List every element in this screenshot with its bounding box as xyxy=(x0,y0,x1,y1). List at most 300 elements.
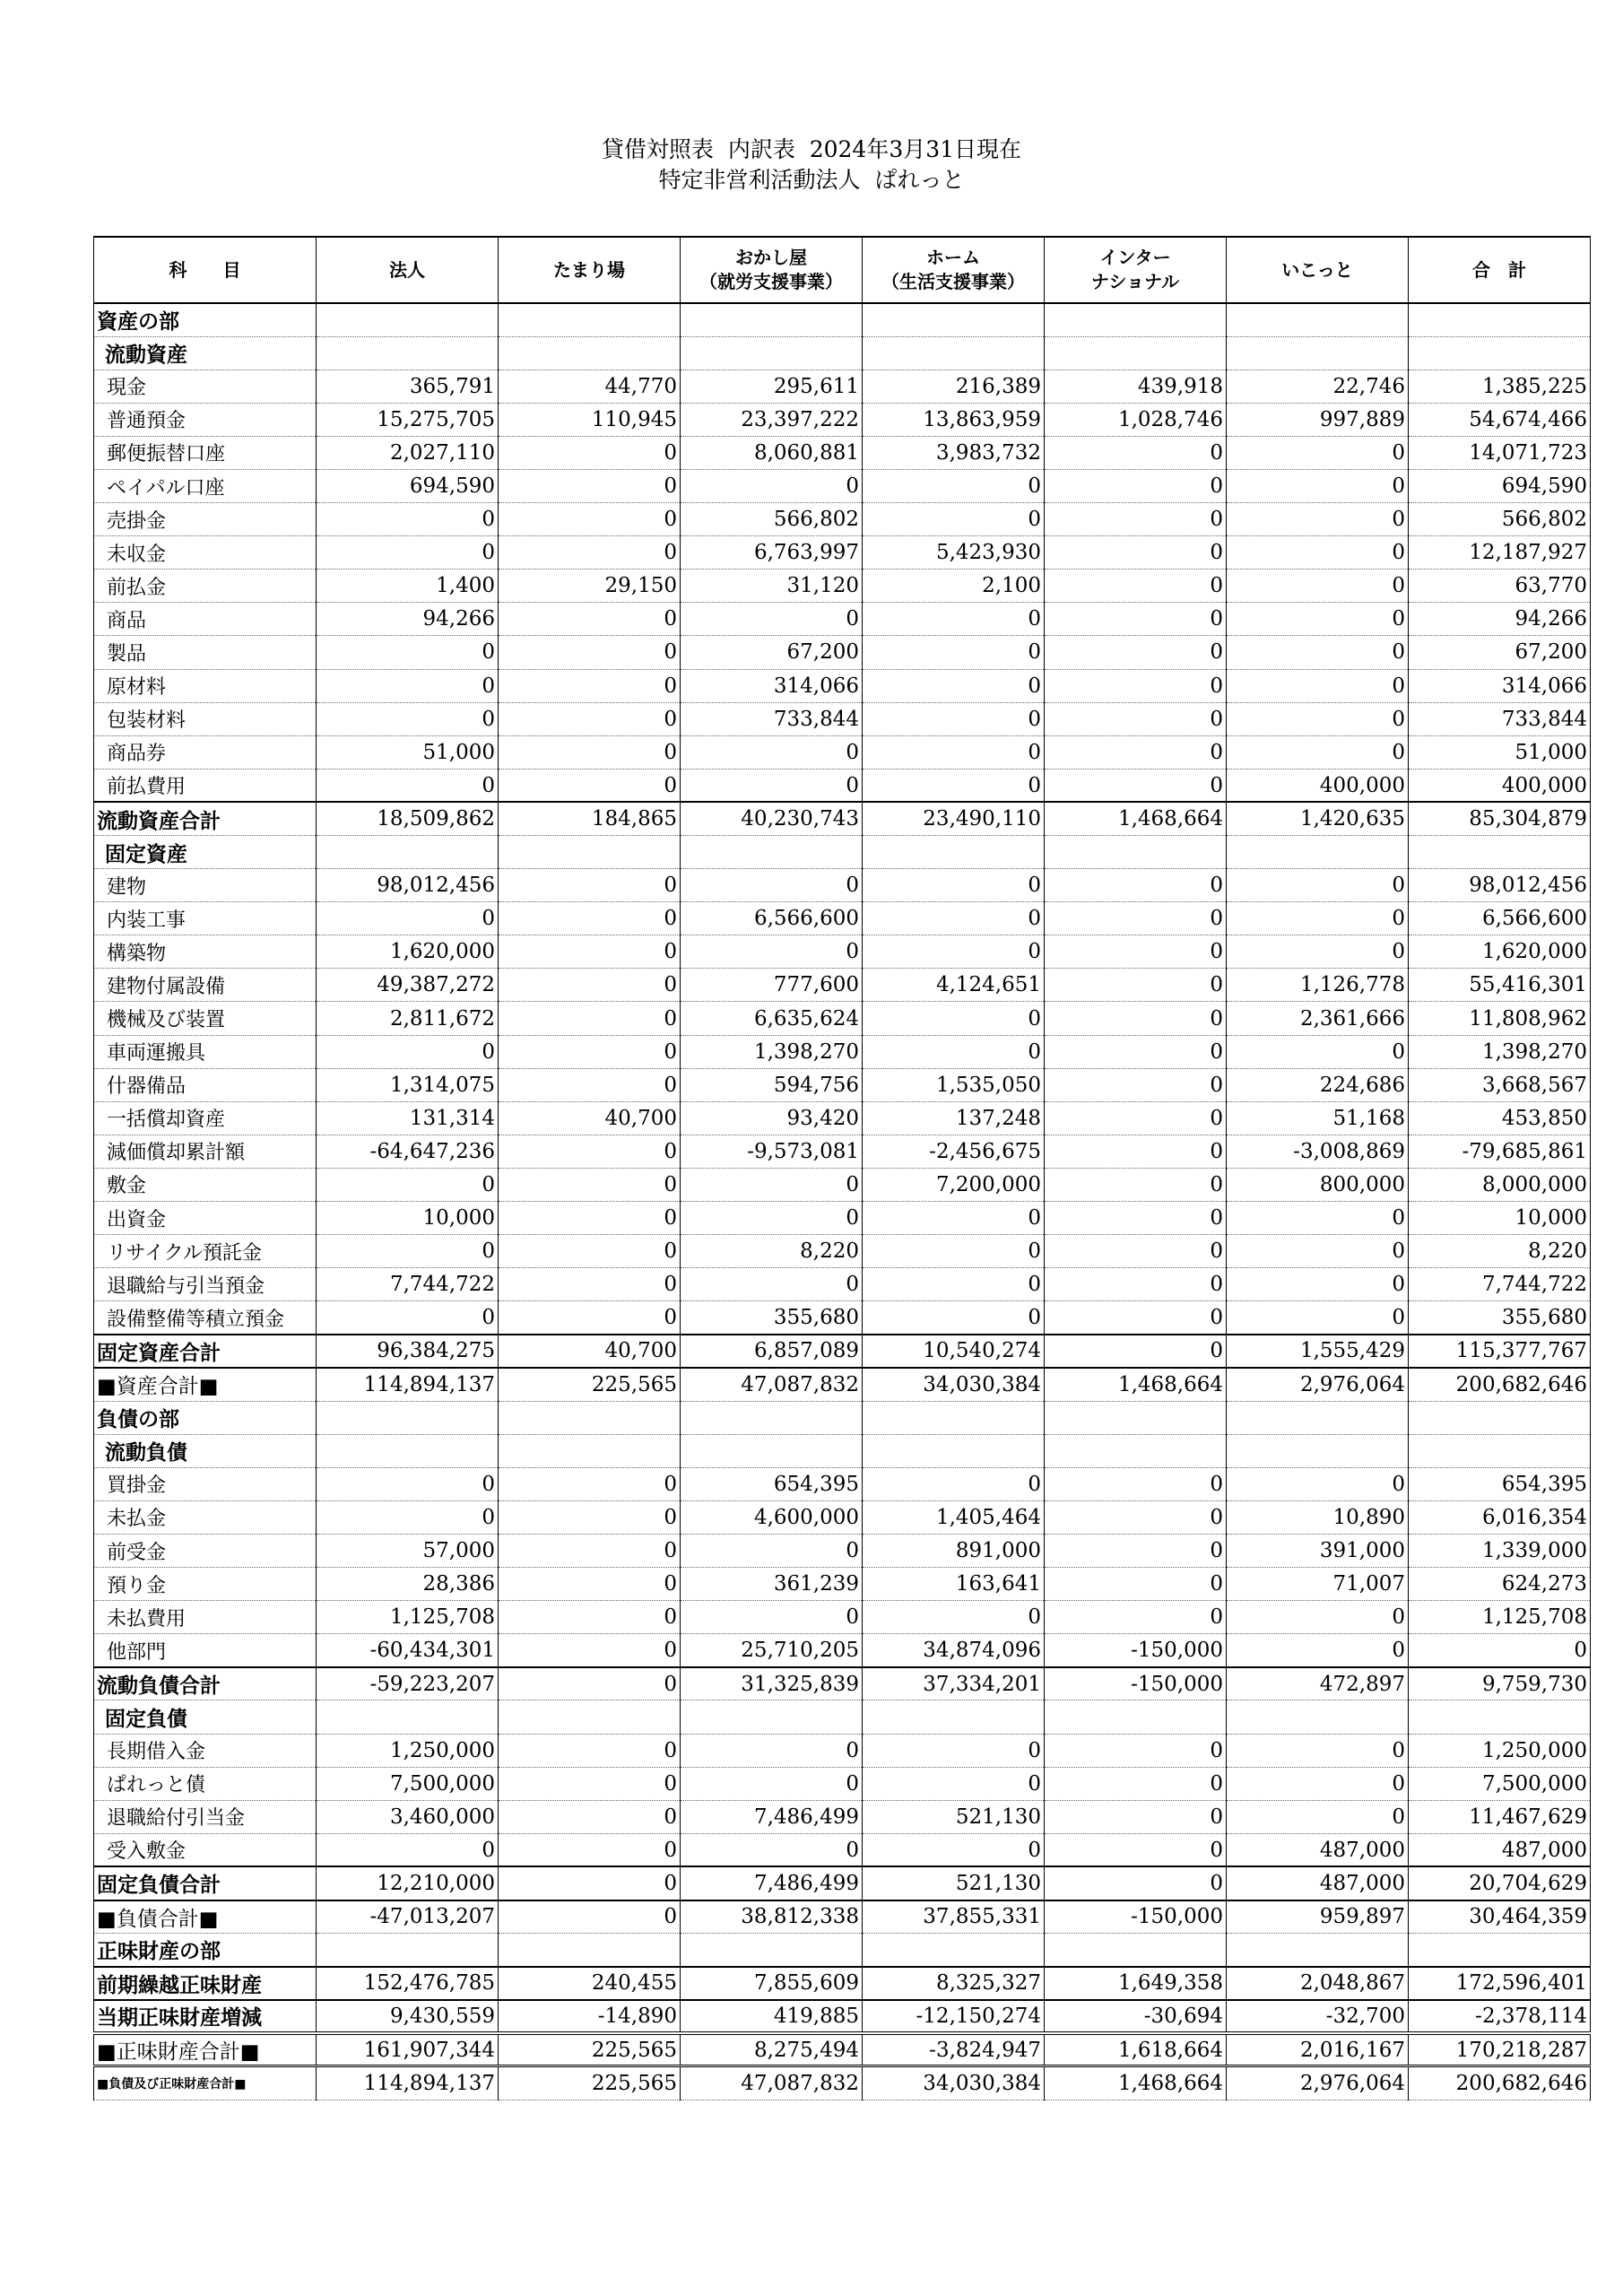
amount-cell: 0 xyxy=(499,1767,681,1800)
amount-cell xyxy=(499,1434,681,1467)
amount-cell: 1,400 xyxy=(317,570,499,603)
amount-cell xyxy=(1227,836,1409,869)
amount-cell: 0 xyxy=(1227,1601,1409,1634)
table-row xyxy=(94,469,1591,502)
account-label: 包装材料 xyxy=(94,702,317,735)
amount-cell: 0 xyxy=(863,1467,1045,1500)
table-row xyxy=(94,1401,1591,1434)
amount-cell: 0 xyxy=(499,1135,681,1168)
column-header: インター ナショナル xyxy=(1045,237,1227,303)
amount-cell: 0 xyxy=(1227,436,1409,469)
amount-cell: 0 xyxy=(1045,603,1227,636)
amount-cell: 0 xyxy=(499,436,681,469)
account-label: ■資産合計■ xyxy=(94,1368,317,1401)
amount-cell: 400,000 xyxy=(1409,769,1591,802)
amount-cell xyxy=(1227,303,1409,336)
account-label: 未払費用 xyxy=(94,1601,317,1634)
amount-cell: 7,486,499 xyxy=(681,1866,863,1900)
amount-cell: 0 xyxy=(499,1534,681,1567)
amount-cell: 0 xyxy=(863,1002,1045,1035)
amount-cell: 0 xyxy=(1227,536,1409,570)
amount-cell: 0 xyxy=(1045,1833,1227,1866)
account-label: 退職給与引当預金 xyxy=(94,1268,317,1301)
amount-cell: 7,500,000 xyxy=(317,1767,499,1800)
amount-cell xyxy=(1409,836,1591,869)
account-label: 建物 xyxy=(94,869,317,902)
amount-cell xyxy=(863,1934,1045,1967)
amount-cell: 0 xyxy=(317,1301,499,1335)
amount-cell: 453,850 xyxy=(1409,1101,1591,1135)
account-label: ペイパル口座 xyxy=(94,469,317,502)
amount-cell: 6,635,624 xyxy=(681,1002,863,1035)
account-label: 未払金 xyxy=(94,1500,317,1534)
column-header: 法人 xyxy=(317,237,499,303)
amount-cell: 521,130 xyxy=(863,1800,1045,1833)
amount-cell: 163,641 xyxy=(863,1568,1045,1601)
amount-cell: 694,590 xyxy=(1409,469,1591,502)
amount-cell: 0 xyxy=(1227,1767,1409,1800)
amount-cell xyxy=(681,836,863,869)
amount-cell: 6,763,997 xyxy=(681,536,863,570)
table-row xyxy=(94,303,1591,336)
table-row xyxy=(94,1568,1591,1601)
amount-cell: 594,756 xyxy=(681,1068,863,1101)
amount-cell: 0 xyxy=(1227,603,1409,636)
amount-cell: 0 xyxy=(863,503,1045,536)
amount-cell: 0 xyxy=(1227,1634,1409,1667)
amount-cell: 30,464,359 xyxy=(1409,1900,1591,1934)
table-row xyxy=(94,869,1591,902)
amount-cell: 0 xyxy=(499,1601,681,1634)
table-row xyxy=(94,1634,1591,1667)
amount-cell: -30,694 xyxy=(1045,2000,1227,2033)
amount-cell: 0 xyxy=(681,1734,863,1767)
amount-cell: 5,423,930 xyxy=(863,536,1045,570)
amount-cell: 0 xyxy=(499,1900,681,1934)
amount-cell: 0 xyxy=(1045,503,1227,536)
amount-cell: 0 xyxy=(681,1168,863,1201)
amount-cell: 10,000 xyxy=(317,1202,499,1235)
amount-cell: 0 xyxy=(863,1601,1045,1634)
amount-cell: 0 xyxy=(1045,1500,1227,1534)
table-header xyxy=(94,237,1591,303)
amount-cell: 0 xyxy=(499,969,681,1002)
amount-cell: 40,700 xyxy=(499,1101,681,1135)
amount-cell: 0 xyxy=(317,769,499,802)
amount-cell: 0 xyxy=(681,603,863,636)
account-label: 郵便振替口座 xyxy=(94,436,317,469)
amount-cell: 521,130 xyxy=(863,1866,1045,1900)
amount-cell: 0 xyxy=(863,935,1045,969)
amount-cell: 25,710,205 xyxy=(681,1634,863,1667)
amount-cell: 57,000 xyxy=(317,1534,499,1567)
amount-cell: 997,889 xyxy=(1227,403,1409,436)
account-label: 前受金 xyxy=(94,1534,317,1567)
amount-cell: 6,566,600 xyxy=(1409,902,1591,935)
amount-cell: -2,378,114 xyxy=(1409,2000,1591,2033)
amount-cell: 959,897 xyxy=(1227,1900,1409,1934)
amount-cell: 51,000 xyxy=(1409,735,1591,769)
amount-cell: 0 xyxy=(1227,1202,1409,1235)
amount-cell: 0 xyxy=(863,1767,1045,1800)
table-row xyxy=(94,902,1591,935)
amount-cell: 0 xyxy=(499,769,681,802)
amount-cell: 8,275,494 xyxy=(681,2033,863,2066)
amount-cell: 2,100 xyxy=(863,570,1045,603)
amount-cell: 225,565 xyxy=(499,2066,681,2100)
table-row xyxy=(94,403,1591,436)
amount-cell: 0 xyxy=(1045,1135,1227,1168)
amount-cell: 0 xyxy=(1045,436,1227,469)
amount-cell: 733,844 xyxy=(1409,702,1591,735)
amount-cell: 0 xyxy=(1045,1534,1227,1567)
amount-cell: 44,770 xyxy=(499,370,681,403)
amount-cell: 0 xyxy=(681,935,863,969)
table-body xyxy=(94,303,1591,2100)
amount-cell: 0 xyxy=(1045,935,1227,969)
account-label: 流動資産合計 xyxy=(94,802,317,835)
header-row xyxy=(94,237,1591,303)
amount-cell: 8,060,881 xyxy=(681,436,863,469)
table-row xyxy=(94,969,1591,1002)
amount-cell xyxy=(1227,1700,1409,1734)
amount-cell: 6,016,354 xyxy=(1409,1500,1591,1534)
amount-cell: 216,389 xyxy=(863,370,1045,403)
amount-cell: 0 xyxy=(1227,1734,1409,1767)
amount-cell: 2,016,167 xyxy=(1227,2033,1409,2066)
amount-cell: -150,000 xyxy=(1045,1634,1227,1667)
amount-cell: 1,250,000 xyxy=(1409,1734,1591,1767)
amount-cell: -64,647,236 xyxy=(317,1135,499,1168)
account-label: 建物付属設備 xyxy=(94,969,317,1002)
amount-cell: 0 xyxy=(863,669,1045,702)
balance-sheet-table xyxy=(93,236,1591,2100)
amount-cell xyxy=(863,336,1045,370)
account-label: 他部門 xyxy=(94,1634,317,1667)
table-row xyxy=(94,1866,1591,1900)
account-label: 車両運搬具 xyxy=(94,1035,317,1068)
amount-cell: 0 xyxy=(499,1202,681,1235)
amount-cell: 0 xyxy=(1045,570,1227,603)
amount-cell xyxy=(499,1401,681,1434)
amount-cell: 34,030,384 xyxy=(863,2066,1045,2100)
account-label: 預り金 xyxy=(94,1568,317,1601)
amount-cell: 4,600,000 xyxy=(681,1500,863,1534)
amount-cell: 0 xyxy=(499,669,681,702)
amount-cell: -59,223,207 xyxy=(317,1667,499,1700)
account-label: 前期繰越正味財産 xyxy=(94,1967,317,2000)
amount-cell: 0 xyxy=(1045,1800,1227,1833)
amount-cell: 85,304,879 xyxy=(1409,802,1591,835)
amount-cell: 114,894,137 xyxy=(317,1368,499,1401)
amount-cell: 1,620,000 xyxy=(1409,935,1591,969)
account-label: 機械及び装置 xyxy=(94,1002,317,1035)
account-label: 普通預金 xyxy=(94,403,317,436)
amount-cell: 0 xyxy=(863,1301,1045,1335)
amount-cell xyxy=(317,1401,499,1434)
amount-cell: 0 xyxy=(1045,902,1227,935)
amount-cell: -150,000 xyxy=(1045,1667,1227,1700)
amount-cell: 0 xyxy=(1045,669,1227,702)
table-row xyxy=(94,1601,1591,1634)
amount-cell xyxy=(317,1934,499,1967)
amount-cell: 0 xyxy=(1045,1601,1227,1634)
amount-cell: 1,468,664 xyxy=(1045,1368,1227,1401)
amount-cell: 10,000 xyxy=(1409,1202,1591,1235)
amount-cell: 137,248 xyxy=(863,1101,1045,1135)
amount-cell: 200,682,646 xyxy=(1409,1368,1591,1401)
account-label: ■負債及び正味財産合計■ xyxy=(94,2066,317,2100)
amount-cell: 98,012,456 xyxy=(317,869,499,902)
table-row xyxy=(94,1335,1591,1368)
amount-cell: 1,126,778 xyxy=(1227,969,1409,1002)
amount-cell: 0 xyxy=(1227,702,1409,735)
amount-cell: 295,611 xyxy=(681,370,863,403)
amount-cell: 654,395 xyxy=(681,1467,863,1500)
amount-cell: 355,680 xyxy=(1409,1301,1591,1335)
amount-cell: 93,420 xyxy=(681,1101,863,1135)
table-row xyxy=(94,769,1591,802)
amount-cell: 31,325,839 xyxy=(681,1667,863,1700)
account-label: 買掛金 xyxy=(94,1467,317,1500)
amount-cell xyxy=(317,836,499,869)
amount-cell: 0 xyxy=(1045,769,1227,802)
amount-cell: 0 xyxy=(1227,935,1409,969)
amount-cell: 0 xyxy=(317,1833,499,1866)
amount-cell: 0 xyxy=(1045,1335,1227,1368)
amount-cell xyxy=(317,1700,499,1734)
amount-cell: 224,686 xyxy=(1227,1068,1409,1101)
amount-cell: 23,397,222 xyxy=(681,403,863,436)
table-row xyxy=(94,935,1591,969)
amount-cell: 0 xyxy=(1045,1235,1227,1268)
amount-cell: 0 xyxy=(1045,1002,1227,1035)
amount-cell: 0 xyxy=(499,1002,681,1035)
amount-cell: 0 xyxy=(499,869,681,902)
account-label: 当期正味財産増減 xyxy=(94,2000,317,2033)
table-row xyxy=(94,370,1591,403)
amount-cell: 0 xyxy=(863,769,1045,802)
amount-cell: 0 xyxy=(681,1268,863,1301)
table-row xyxy=(94,1833,1591,1866)
amount-cell: 18,509,862 xyxy=(317,802,499,835)
amount-cell: 0 xyxy=(317,636,499,669)
amount-cell: 0 xyxy=(499,1634,681,1667)
amount-cell: -3,824,947 xyxy=(863,2033,1045,2066)
amount-cell: 6,566,600 xyxy=(681,902,863,935)
amount-cell: 0 xyxy=(317,1500,499,1534)
amount-cell: 361,239 xyxy=(681,1568,863,1601)
amount-cell: 152,476,785 xyxy=(317,1967,499,2000)
account-label: 固定負債 xyxy=(94,1700,317,1734)
amount-cell: 38,812,338 xyxy=(681,1900,863,1934)
amount-cell xyxy=(1409,1401,1591,1434)
amount-cell: 0 xyxy=(499,1035,681,1068)
column-header: たまり場 xyxy=(499,237,681,303)
account-label: 現金 xyxy=(94,370,317,403)
amount-cell: 51,168 xyxy=(1227,1101,1409,1135)
amount-cell: -9,573,081 xyxy=(681,1135,863,1168)
amount-cell: 0 xyxy=(1409,1634,1591,1667)
amount-cell: 3,460,000 xyxy=(317,1800,499,1833)
amount-cell: 114,894,137 xyxy=(317,2066,499,2100)
amount-cell xyxy=(499,336,681,370)
amount-cell: 161,907,344 xyxy=(317,2033,499,2066)
amount-cell: 0 xyxy=(499,735,681,769)
table-row xyxy=(94,503,1591,536)
amount-cell: 20,704,629 xyxy=(1409,1866,1591,1900)
amount-cell xyxy=(863,303,1045,336)
amount-cell: 47,087,832 xyxy=(681,1368,863,1401)
amount-cell: 0 xyxy=(499,1467,681,1500)
amount-cell xyxy=(1409,1934,1591,1967)
amount-cell xyxy=(863,1401,1045,1434)
column-header-account: 科 目 xyxy=(94,237,317,303)
amount-cell: 0 xyxy=(1227,1800,1409,1833)
amount-cell: 0 xyxy=(317,902,499,935)
amount-cell: 67,200 xyxy=(1409,636,1591,669)
amount-cell: 0 xyxy=(317,1035,499,1068)
amount-cell: 314,066 xyxy=(1409,669,1591,702)
table-row xyxy=(94,1002,1591,1035)
table-row xyxy=(94,1934,1591,1967)
amount-cell: -12,150,274 xyxy=(863,2000,1045,2033)
amount-cell: 115,377,767 xyxy=(1409,1335,1591,1368)
amount-cell xyxy=(1045,1934,1227,1967)
amount-cell xyxy=(681,1401,863,1434)
amount-cell: 2,976,064 xyxy=(1227,1368,1409,1401)
table-row xyxy=(94,1900,1591,1934)
amount-cell: 0 xyxy=(1227,570,1409,603)
amount-cell: 0 xyxy=(317,1235,499,1268)
column-header: ホーム （生活支援事業） xyxy=(863,237,1045,303)
amount-cell: 0 xyxy=(681,1534,863,1567)
amount-cell xyxy=(1409,1434,1591,1467)
table-row xyxy=(94,1035,1591,1068)
amount-cell xyxy=(1045,836,1227,869)
amount-cell xyxy=(1227,1434,1409,1467)
amount-cell xyxy=(499,1934,681,1967)
account-label: 商品券 xyxy=(94,735,317,769)
account-label: 敷金 xyxy=(94,1168,317,1201)
amount-cell: 0 xyxy=(1045,469,1227,502)
table-row xyxy=(94,1368,1591,1401)
amount-cell: 240,455 xyxy=(499,1967,681,2000)
amount-cell: 0 xyxy=(499,935,681,969)
amount-cell: 8,000,000 xyxy=(1409,1168,1591,1201)
amount-cell: 31,120 xyxy=(681,570,863,603)
amount-cell: 0 xyxy=(499,603,681,636)
amount-cell: 3,668,567 xyxy=(1409,1068,1591,1101)
amount-cell: 1,468,664 xyxy=(1045,802,1227,835)
account-label: 前払費用 xyxy=(94,769,317,802)
amount-cell: 0 xyxy=(499,536,681,570)
amount-cell: 0 xyxy=(681,469,863,502)
amount-cell: 487,000 xyxy=(1409,1833,1591,1866)
amount-cell: 0 xyxy=(1045,636,1227,669)
amount-cell: 0 xyxy=(681,869,863,902)
amount-cell: 1,028,746 xyxy=(1045,403,1227,436)
amount-cell: 0 xyxy=(499,1734,681,1767)
account-label: 商品 xyxy=(94,603,317,636)
table-row xyxy=(94,336,1591,370)
amount-cell: -47,013,207 xyxy=(317,1900,499,1934)
amount-cell: 0 xyxy=(499,469,681,502)
amount-cell: 184,865 xyxy=(499,802,681,835)
amount-cell: 0 xyxy=(317,1168,499,1201)
amount-cell: 1,125,708 xyxy=(317,1601,499,1634)
amount-cell: 733,844 xyxy=(681,702,863,735)
amount-cell: 0 xyxy=(317,669,499,702)
amount-cell: 14,071,723 xyxy=(1409,436,1591,469)
account-label: 未収金 xyxy=(94,536,317,570)
amount-cell: 1,468,664 xyxy=(1045,2066,1227,2100)
amount-cell: 94,266 xyxy=(1409,603,1591,636)
account-label: 固定負債合計 xyxy=(94,1866,317,1900)
amount-cell: -3,008,869 xyxy=(1227,1135,1409,1168)
amount-cell: -79,685,861 xyxy=(1409,1135,1591,1168)
amount-cell: 1,385,225 xyxy=(1409,370,1591,403)
amount-cell xyxy=(1409,1700,1591,1734)
amount-cell: 63,770 xyxy=(1409,570,1591,603)
amount-cell: 0 xyxy=(863,1202,1045,1235)
table-row xyxy=(94,603,1591,636)
amount-cell: 0 xyxy=(1045,1734,1227,1767)
column-header: いこっと xyxy=(1227,237,1409,303)
amount-cell: 1,535,050 xyxy=(863,1068,1045,1101)
amount-cell xyxy=(1045,336,1227,370)
amount-cell: 1,618,664 xyxy=(1045,2033,1227,2066)
amount-cell: 225,565 xyxy=(499,1368,681,1401)
amount-cell: 0 xyxy=(499,902,681,935)
amount-cell: 0 xyxy=(863,1035,1045,1068)
amount-cell: 98,012,456 xyxy=(1409,869,1591,902)
account-label: 資産の部 xyxy=(94,303,317,336)
amount-cell: 37,855,331 xyxy=(863,1900,1045,1934)
amount-cell: 0 xyxy=(1045,1068,1227,1101)
amount-cell xyxy=(499,303,681,336)
table-row xyxy=(94,1202,1591,1235)
amount-cell: 1,405,464 xyxy=(863,1500,1045,1534)
amount-cell: 0 xyxy=(681,1202,863,1235)
table-row xyxy=(94,1434,1591,1467)
amount-cell: 10,890 xyxy=(1227,1500,1409,1534)
amount-cell: 4,124,651 xyxy=(863,969,1045,1002)
account-label: 出資金 xyxy=(94,1202,317,1235)
amount-cell: 0 xyxy=(1045,1568,1227,1601)
amount-cell: 0 xyxy=(863,1833,1045,1866)
amount-cell: 7,744,722 xyxy=(317,1268,499,1301)
amount-cell: 9,430,559 xyxy=(317,2000,499,2033)
amount-cell: 624,273 xyxy=(1409,1568,1591,1601)
amount-cell xyxy=(499,1700,681,1734)
amount-cell xyxy=(863,1700,1045,1734)
amount-cell xyxy=(317,1434,499,1467)
table-row xyxy=(94,1268,1591,1301)
amount-cell: 1,649,358 xyxy=(1045,1967,1227,2000)
amount-cell: -150,000 xyxy=(1045,1900,1227,1934)
amount-cell: 400,000 xyxy=(1227,769,1409,802)
amount-cell: 0 xyxy=(1227,469,1409,502)
account-label: 退職給付引当金 xyxy=(94,1800,317,1833)
amount-cell: 0 xyxy=(1045,1301,1227,1335)
amount-cell xyxy=(1409,336,1591,370)
amount-cell: 0 xyxy=(499,503,681,536)
amount-cell: 487,000 xyxy=(1227,1866,1409,1900)
amount-cell: 566,802 xyxy=(1409,503,1591,536)
amount-cell: 40,230,743 xyxy=(681,802,863,835)
amount-cell: 2,361,666 xyxy=(1227,1002,1409,1035)
